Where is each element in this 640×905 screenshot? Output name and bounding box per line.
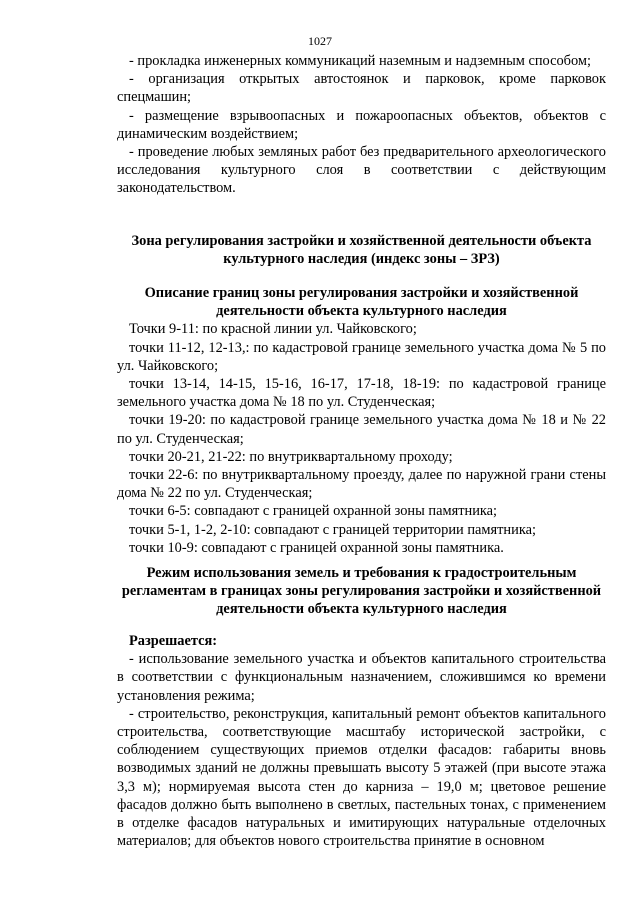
boundary-point: точки 10-9: совпадают с границей охранной зоны памятника. <box>129 539 504 556</box>
list-item: - прокладка инженерных коммуникаций наземным и надземным способом; <box>129 53 592 69</box>
zone-heading: Зона регулирования застройки и хозяйственной деятельности объекта культурного наследия (индекс зоны – ЗРЗ) <box>131 233 592 268</box>
prohibited-list <box>117 52 606 198</box>
allowed-section <box>117 632 606 850</box>
boundary-point: точки 6-5: совпадают с границей охранной зоны памятника; <box>129 503 498 520</box>
boundary-point: Точки 9-11: по красной линии ул. Чайковского; <box>129 321 417 338</box>
boundary-section <box>117 284 606 557</box>
boundary-point: точки 19-20: по кадастровой границе земельного участка дома № 18 и № 22 по ул. Студенческая; <box>117 412 606 447</box>
allowed-heading: Разрешается: <box>129 633 218 649</box>
boundary-heading: Описание границ зоны регулирования застройки и хозяйственной деятельности объекта культурного наследия <box>144 285 579 320</box>
page-number: 1027 <box>308 34 332 48</box>
list-item: - организация открытых автостоянок и парковок, кроме парковок спецмашин; <box>117 71 606 106</box>
list-item: - размещение взрывоопасных и пожароопасных объектов, объектов с динамическим воздействием; <box>117 107 606 142</box>
regime-heading: Режим использования земель и требования к градостроительным регламентам в границах зоны регулирования застройки и хозяйственной деятельности объекта культурного наследия <box>121 565 602 618</box>
boundary-point: точки 13-14, 14-15, 15-16, 16-17, 17-18, 18-19: по кадастровой границе земельного участка дома № 18 по ул. Студенческая; <box>117 376 606 411</box>
zone-heading-block <box>125 232 598 268</box>
boundary-point: точки 11-12, 12-13,: по кадастровой границе земельного участка дома № 5 по ул. Чайковского; <box>117 339 606 374</box>
list-item: - использование земельного участка и объектов капитального строительства в соответствии с функциональным назначением, сложившимся ко времени установления режима; <box>117 651 606 704</box>
regime-heading-block <box>117 564 606 619</box>
list-item: - проведение любых земляных работ без предварительного археологического исследования культурного слоя в соответствии с действующим законодательством. <box>117 144 606 197</box>
boundary-point: точки 20-21, 21-22: по внутриквартальному проходу; <box>129 448 453 465</box>
list-item: - строительство, реконструкция, капитальный ремонт объектов капитального строительства, соответствующие масштабу исторической застройки, с соблюдением существующих приемов отделки фасадов: габариты вновь возводимых зданий не должны превышать высоту 5 этажей (при высоте этажа 3,3 м); нормируемая высота стен до карниза – 19,0 м; цветовое решение фасадов должно быть выполнено в светлых, пастельных тонах, с применением в отделке фасадов натуральных и имитирующих натуральные отделочных материалов; для объектов нового строительства принятие в основном <box>117 705 606 850</box>
boundary-point: точки 5-1, 1-2, 2-10: совпадают с границей территории памятника; <box>129 521 536 538</box>
boundary-point: точки 22-6: по внутриквартальному проезду, далее по наружной грани стены дома № 22 по ул. Студенческая; <box>117 467 606 502</box>
